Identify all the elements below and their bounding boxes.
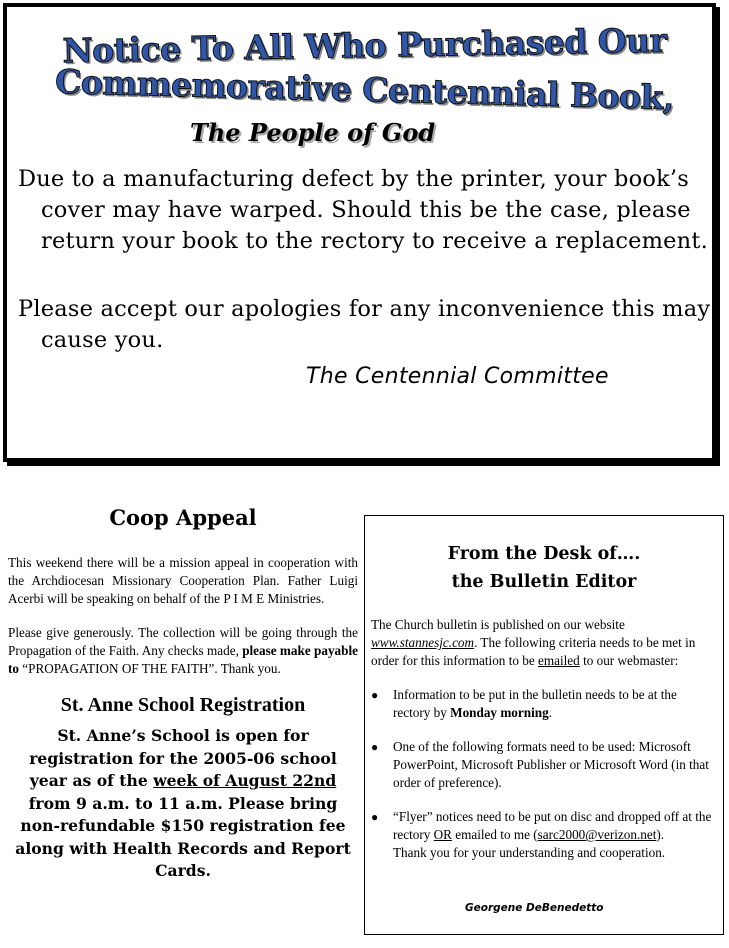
list-item [371,738,713,792]
list-item [371,686,713,722]
bullet3-or: OR [433,827,452,842]
bullet-icon: ● [371,688,379,702]
bullet1-deadline: Monday morning [450,705,549,720]
bullet1-end: . [548,705,552,720]
bullet-icon: ● [371,740,379,754]
bullet-icon: ● [371,810,379,824]
list-item [371,808,713,862]
book-title: The People of God [190,118,436,147]
emailed-word: emailed [538,653,580,668]
criteria-list [365,686,723,862]
notice-headline-line2: Commemorative Centennial Book, [54,61,675,118]
bullet1-text: Information to be put in the bulletin needs to be at the rectory by [393,687,677,720]
bullet3-end: ). [656,827,665,842]
coop-payable-to: please make payable to [8,643,358,676]
notice-paragraph-2: Please accept our apologies for any inconvenience this may cause you. [18,296,711,353]
editor-intro [371,616,709,670]
coop-paragraph-2-text: Please give generously. The collection will be going through the Propagation of the Faith. Any checks made, [8,625,358,658]
registration-text: St. Anne’s School is open for registration for the 2005-06 school year as of the [29,726,337,790]
email-link[interactable]: sarc2000@verizon.net [537,827,657,842]
notice-headline-line1: Notice To All Who Purchased Our [62,20,667,71]
registration-title: St. Anne School Registration [60,694,306,716]
editor-intro-text-3: to our webmaster: [579,653,679,668]
bullet3-text: “Flyer” notices need to be put on disc and dropped off at the rectory [393,809,712,842]
editor-signature: Georgene DeBenedetto [465,902,604,914]
coop-paragraph-2-end: “PROPAGATION OF THE FAITH”. Thank you. [19,661,281,676]
editor-title-line2: the Bulletin Editor [451,572,637,592]
bullet2-text: One of the following formats need to be used: Microsoft PowerPoint, Microsoft Publisher or Microsoft Word (in that order of preference). [393,739,709,790]
editor-title [365,540,723,596]
bullet3-text-2: emailed to me ( [451,827,538,842]
registration-week: week of August 22nd [153,771,337,790]
website-link[interactable]: www.stannesjc.com [371,635,475,650]
registration-text-end: from 9 a.m. to 11 a.m. Please bring non-refundable $150 registration fee along with Health Records and Report Cards. [15,793,351,880]
editor-intro-text-2: . The following criteria needs to be met in order for this information to be [371,635,696,668]
editor-intro-text: The Church bulletin is published on our website [371,617,625,632]
bulletin-editor-box [364,515,724,935]
registration-body [8,725,358,883]
notice-paragraph-1: Due to a manufacturing defect by the printer, your book’s cover may have warped. Should this be the case, please return your book to the rectory to receive a replacement. [18,166,708,254]
left-column [8,505,358,883]
editor-title-line1: From the Desk of…. [447,544,641,564]
notice-signature: The Centennial Committee [306,364,609,389]
coop-appeal-title: Coop Appeal [109,505,257,530]
coop-paragraph-2 [8,624,358,678]
editor-thanks: Thank you for your understanding and cooperation. [393,845,666,860]
coop-paragraph-1: This weekend there will be a mission appeal in cooperation with the Archdiocesan Missionary Cooperation Plan. Father Luigi Acerbi will be speaking on behalf of the P I M E Ministries. [8,555,358,606]
